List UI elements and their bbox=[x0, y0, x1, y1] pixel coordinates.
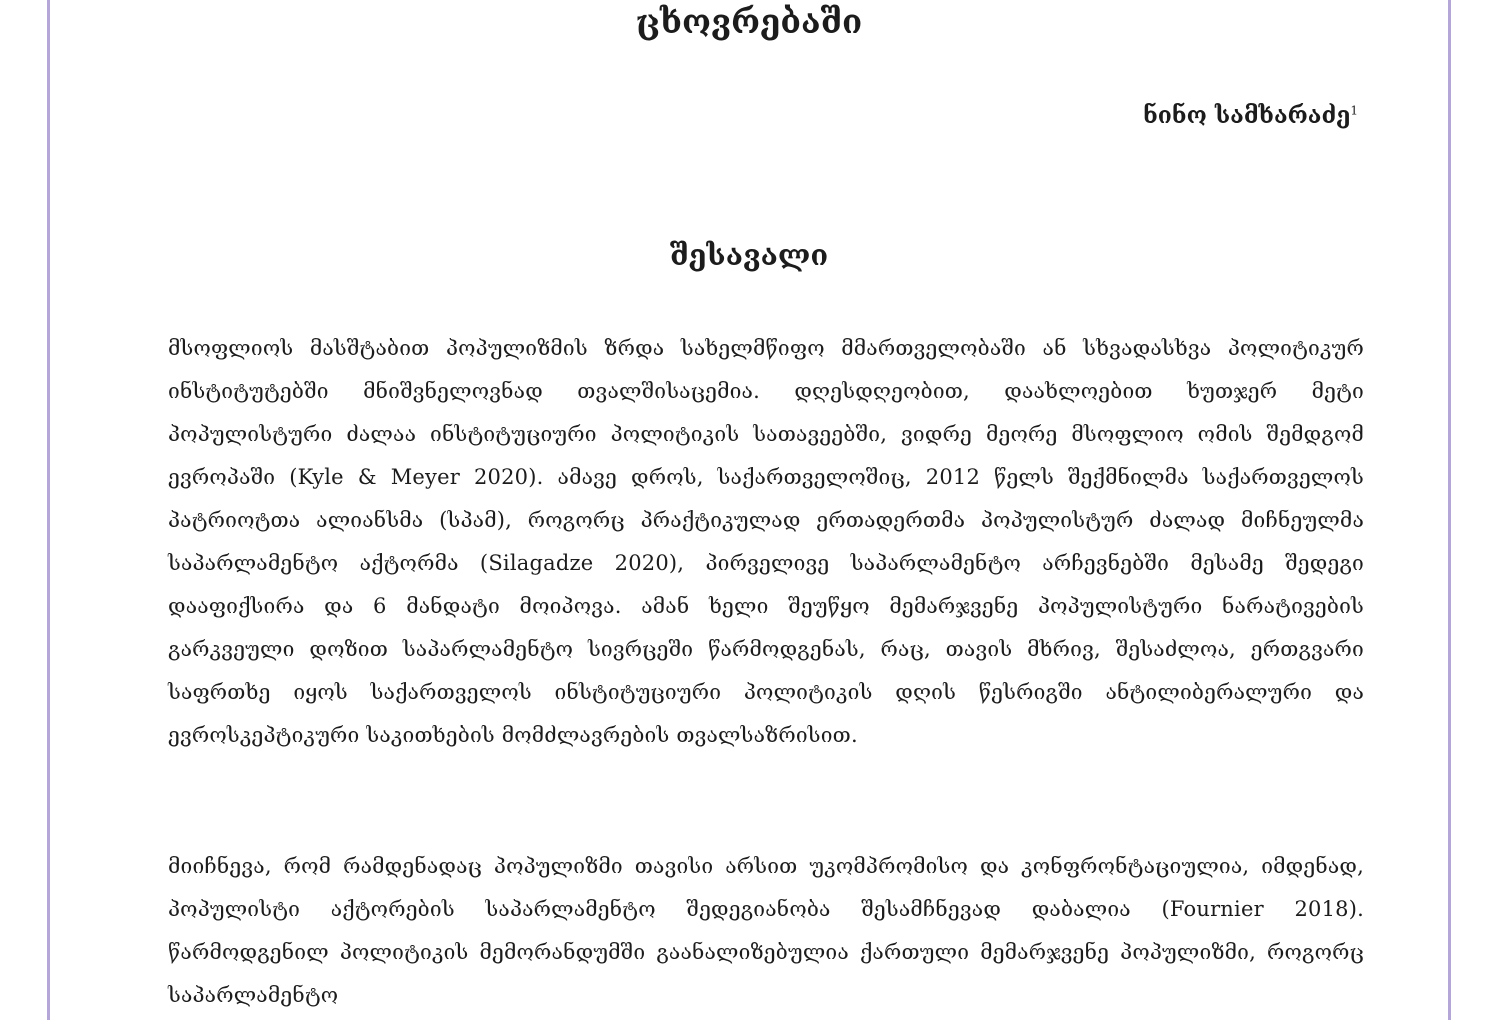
section-heading-introduction: შესავალი bbox=[669, 238, 829, 272]
body-paragraph-2: მიიჩნევა, რომ რამდენადაც პოპულიზმი თავისი არსით უკომპრომისო და კონფრონტაციულია, იმდენად, პოპულისტი აქტორების საპარლამენტო შედეგიანობა შესამჩნევად დაბალია (Fournier 2018). წარმოდგენილ პოლიტიკის მემორანდუმში გაანალიზებულია ქართული მემარჯვენე პოპულიზმი, როგორც საპარლამენტო bbox=[168, 854, 1364, 1007]
author-name bbox=[1143, 102, 1358, 129]
document-page bbox=[47, 0, 1451, 1020]
body-paragraph-1: მსოფლიოს მასშტაბით პოპულიზმის ზრდა სახელმწიფო მმართველობაში ან სხვადასხვა პოლიტიკურ ინსტიტუტებში მნიშვნელოვნად თვალშისაცემია. დღესდღეობით, დაახლოებით ხუთჯერ მეტი პოპულისტური ძალაა ინსტიტუციური პოლიტიკის სათავეებში, ვიდრე მეორე მსოფლიო ომის შემდგომ ევროპაში (Kyle & Meyer 2020). ამავე დროს, საქართველოშიც, 2012 წელს შექმნილმა საქართველოს პატრიოტთა ალიანსმა (სპამ), როგორც პრაქტიკულად ერთადერთმა პოპულისტურ ძალად მიჩნეულმა საპარლამენტო აქტორმა (Silagadze 2020), პირველივე საპარლამენტო არჩევნებში მესამე შედეგი დააფიქსირა და 6 მანდატი მოიპოვა. ამან ხელი შეუწყო მემარჯვენე პოპულისტური ნარატივების გარკვეული დოზით საპარლამენტო სივრცეში წარმოდგენას, რაც, თავის მხრივ, შესაძლოა, ერთგვარი საფრთხე იყოს საქართველოს ინსტიტუციური პოლიტიკის დღის წესრიგში ანტილიბერალური და ევროსკეპტიკური საკითხების მომძლავრების თვალსაზრისით. bbox=[168, 336, 1364, 747]
author-name-text: ნინო სამხარაძე bbox=[1143, 102, 1351, 129]
document-title: ცხოვრებაში bbox=[635, 2, 863, 41]
author-footnote-marker[interactable]: 1 bbox=[1350, 103, 1358, 118]
